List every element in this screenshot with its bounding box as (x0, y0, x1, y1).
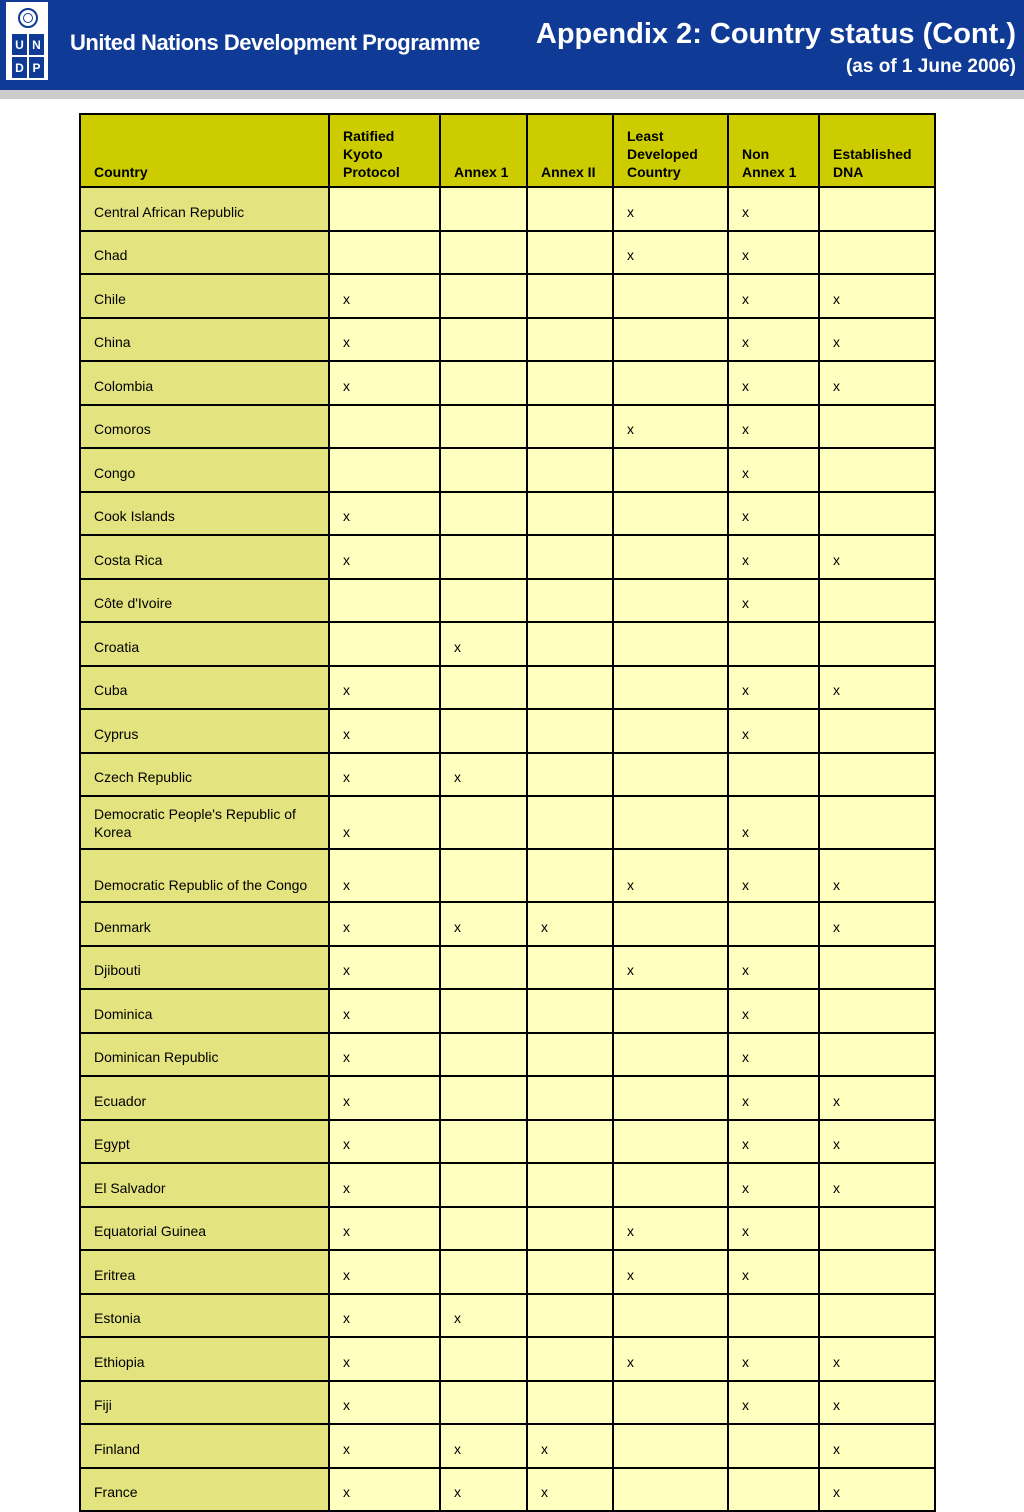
logo-letter: P (29, 57, 44, 78)
status-cell-non-annex-1: x (728, 579, 819, 623)
status-cell-non-annex-1: x (728, 849, 819, 902)
table-row (80, 902, 935, 946)
status-cell-annex-2 (527, 231, 613, 275)
country-name-cell: Congo (80, 448, 329, 492)
status-cell-ratified-kyoto-protocol: x (329, 1033, 440, 1077)
country-name-cell: Croatia (80, 622, 329, 666)
status-cell-established-dna (819, 796, 935, 849)
table-row (80, 274, 935, 318)
country-name-cell: Equatorial Guinea (80, 1207, 329, 1251)
status-cell-ratified-kyoto-protocol: x (329, 902, 440, 946)
table-row (80, 946, 935, 990)
country-name-cell: Democratic Republic of the Congo (80, 849, 329, 902)
country-name-cell: Djibouti (80, 946, 329, 990)
status-cell-annex-2 (527, 1120, 613, 1164)
status-cell-established-dna (819, 989, 935, 1033)
status-cell-non-annex-1 (728, 1468, 819, 1512)
status-cell-ratified-kyoto-protocol: x (329, 1381, 440, 1425)
status-cell-established-dna (819, 231, 935, 275)
status-cell-annex-2 (527, 361, 613, 405)
status-cell-annex-2 (527, 274, 613, 318)
status-cell-least-developed-country (613, 753, 728, 797)
column-header-least-developed-country: Least Developed Country (613, 114, 728, 187)
status-cell-ratified-kyoto-protocol (329, 448, 440, 492)
status-cell-ratified-kyoto-protocol: x (329, 274, 440, 318)
status-cell-annex-1 (440, 709, 527, 753)
table-row (80, 1163, 935, 1207)
status-cell-annex-2 (527, 492, 613, 536)
status-cell-established-dna (819, 1033, 935, 1077)
status-cell-non-annex-1: x (728, 1120, 819, 1164)
status-cell-least-developed-country (613, 1468, 728, 1512)
status-cell-annex-2 (527, 1033, 613, 1077)
status-cell-ratified-kyoto-protocol: x (329, 492, 440, 536)
organization-name: United Nations Development Programme (70, 30, 480, 55)
status-cell-least-developed-country (613, 535, 728, 579)
status-cell-annex-1: x (440, 1424, 527, 1468)
country-status-table (79, 113, 936, 1512)
status-cell-annex-1 (440, 1337, 527, 1381)
table-row (80, 849, 935, 902)
status-cell-least-developed-country (613, 318, 728, 362)
column-header-non-annex-1: Non Annex 1 (728, 114, 819, 187)
status-cell-least-developed-country (613, 448, 728, 492)
status-cell-annex-2 (527, 1381, 613, 1425)
country-name-cell: Dominica (80, 989, 329, 1033)
status-cell-annex-1 (440, 989, 527, 1033)
status-cell-ratified-kyoto-protocol: x (329, 1250, 440, 1294)
page-subtitle: (as of 1 June 2006) (845, 56, 1016, 77)
table-row (80, 448, 935, 492)
country-name-cell: Egypt (80, 1120, 329, 1164)
table-row (80, 666, 935, 710)
status-cell-established-dna (819, 709, 935, 753)
status-cell-annex-1 (440, 1163, 527, 1207)
country-name-cell: Fiji (80, 1381, 329, 1425)
country-name-cell: Finland (80, 1424, 329, 1468)
status-cell-ratified-kyoto-protocol (329, 405, 440, 449)
status-cell-ratified-kyoto-protocol: x (329, 1120, 440, 1164)
status-cell-annex-1: x (440, 902, 527, 946)
status-cell-least-developed-country: x (613, 849, 728, 902)
status-cell-non-annex-1: x (728, 1381, 819, 1425)
status-cell-established-dna: x (819, 1337, 935, 1381)
status-cell-least-developed-country (613, 579, 728, 623)
status-cell-annex-1 (440, 1250, 527, 1294)
table-row (80, 231, 935, 275)
status-cell-least-developed-country (613, 666, 728, 710)
status-cell-non-annex-1 (728, 902, 819, 946)
status-cell-annex-2 (527, 448, 613, 492)
status-cell-least-developed-country: x (613, 405, 728, 449)
status-cell-ratified-kyoto-protocol (329, 231, 440, 275)
status-cell-ratified-kyoto-protocol: x (329, 989, 440, 1033)
column-header-annex-2: Annex II (527, 114, 613, 187)
header-banner (0, 0, 1024, 90)
status-cell-established-dna (819, 405, 935, 449)
status-cell-annex-1 (440, 448, 527, 492)
status-cell-established-dna (819, 1207, 935, 1251)
status-cell-least-developed-country (613, 989, 728, 1033)
country-name-cell: Comoros (80, 405, 329, 449)
status-cell-least-developed-country (613, 1381, 728, 1425)
status-cell-established-dna (819, 622, 935, 666)
status-cell-annex-2 (527, 1076, 613, 1120)
status-cell-established-dna: x (819, 1424, 935, 1468)
status-cell-annex-1 (440, 535, 527, 579)
status-cell-annex-1 (440, 1076, 527, 1120)
country-name-cell: Chad (80, 231, 329, 275)
country-name-cell: Democratic People's Republic of Korea (80, 796, 329, 849)
logo-letter: N (29, 34, 44, 55)
status-cell-annex-1 (440, 405, 527, 449)
status-cell-established-dna: x (819, 1381, 935, 1425)
column-header-annex-1: Annex 1 (440, 114, 527, 187)
country-name-cell: Cook Islands (80, 492, 329, 536)
status-cell-annex-2 (527, 989, 613, 1033)
table-row (80, 1076, 935, 1120)
status-cell-established-dna (819, 946, 935, 990)
status-cell-least-developed-country: x (613, 231, 728, 275)
status-cell-ratified-kyoto-protocol: x (329, 1468, 440, 1512)
table-row (80, 361, 935, 405)
status-cell-ratified-kyoto-protocol: x (329, 1294, 440, 1338)
status-cell-established-dna: x (819, 666, 935, 710)
country-name-cell: Ethiopia (80, 1337, 329, 1381)
country-name-cell: Cuba (80, 666, 329, 710)
country-name-cell: Denmark (80, 902, 329, 946)
status-cell-non-annex-1: x (728, 448, 819, 492)
country-name-cell: Dominican Republic (80, 1033, 329, 1077)
table-row (80, 989, 935, 1033)
status-cell-established-dna (819, 753, 935, 797)
table-row (80, 1337, 935, 1381)
status-cell-annex-2 (527, 1250, 613, 1294)
status-cell-ratified-kyoto-protocol: x (329, 318, 440, 362)
status-cell-least-developed-country (613, 492, 728, 536)
status-cell-annex-1 (440, 849, 527, 902)
status-cell-least-developed-country (613, 1076, 728, 1120)
status-cell-annex-1: x (440, 622, 527, 666)
status-cell-established-dna: x (819, 274, 935, 318)
status-cell-annex-2 (527, 1207, 613, 1251)
status-cell-non-annex-1: x (728, 1076, 819, 1120)
status-cell-annex-1: x (440, 1468, 527, 1512)
status-cell-non-annex-1: x (728, 989, 819, 1033)
status-cell-annex-2 (527, 622, 613, 666)
page-title: Appendix 2: Country status (Cont.) (535, 18, 1016, 50)
logo-letter: D (12, 57, 27, 78)
status-cell-annex-1 (440, 1033, 527, 1077)
status-cell-least-developed-country: x (613, 946, 728, 990)
table-row (80, 796, 935, 849)
column-header-ratified-kyoto-protocol: Ratified Kyoto Protocol (329, 114, 440, 187)
country-name-cell: France (80, 1468, 329, 1512)
status-cell-ratified-kyoto-protocol: x (329, 709, 440, 753)
status-cell-annex-2 (527, 849, 613, 902)
status-cell-non-annex-1: x (728, 274, 819, 318)
status-cell-non-annex-1: x (728, 361, 819, 405)
column-header-country: Country (80, 114, 329, 187)
status-cell-annex-2 (527, 1294, 613, 1338)
status-cell-annex-2 (527, 1163, 613, 1207)
status-cell-non-annex-1: x (728, 1163, 819, 1207)
table-row (80, 709, 935, 753)
status-cell-least-developed-country (613, 1163, 728, 1207)
status-cell-ratified-kyoto-protocol (329, 622, 440, 666)
table-row (80, 1207, 935, 1251)
status-cell-non-annex-1: x (728, 492, 819, 536)
status-cell-annex-2: x (527, 1424, 613, 1468)
status-cell-established-dna: x (819, 1468, 935, 1512)
status-cell-non-annex-1 (728, 753, 819, 797)
status-cell-established-dna: x (819, 318, 935, 362)
status-cell-annex-1 (440, 187, 527, 231)
status-cell-established-dna (819, 1250, 935, 1294)
country-name-cell: China (80, 318, 329, 362)
country-name-cell: Eritrea (80, 1250, 329, 1294)
status-cell-annex-2 (527, 405, 613, 449)
logo-letter: U (12, 34, 27, 55)
status-cell-annex-2 (527, 753, 613, 797)
status-cell-ratified-kyoto-protocol: x (329, 753, 440, 797)
status-cell-established-dna (819, 492, 935, 536)
status-cell-least-developed-country (613, 1120, 728, 1164)
status-cell-annex-1 (440, 1381, 527, 1425)
status-cell-established-dna: x (819, 849, 935, 902)
status-cell-ratified-kyoto-protocol (329, 579, 440, 623)
table-row (80, 1381, 935, 1425)
status-cell-non-annex-1: x (728, 796, 819, 849)
table-row (80, 579, 935, 623)
status-cell-non-annex-1 (728, 622, 819, 666)
status-cell-ratified-kyoto-protocol: x (329, 1337, 440, 1381)
table-header-row (80, 114, 935, 187)
status-cell-non-annex-1: x (728, 1033, 819, 1077)
country-name-cell: Cyprus (80, 709, 329, 753)
status-cell-least-developed-country (613, 709, 728, 753)
status-cell-annex-1 (440, 274, 527, 318)
status-cell-ratified-kyoto-protocol: x (329, 535, 440, 579)
status-cell-ratified-kyoto-protocol: x (329, 1207, 440, 1251)
status-cell-annex-2 (527, 535, 613, 579)
status-cell-annex-1 (440, 318, 527, 362)
status-cell-non-annex-1 (728, 1424, 819, 1468)
status-cell-annex-1 (440, 796, 527, 849)
status-cell-annex-1 (440, 579, 527, 623)
status-cell-least-developed-country: x (613, 1337, 728, 1381)
status-cell-established-dna: x (819, 361, 935, 405)
country-name-cell: Côte d'Ivoire (80, 579, 329, 623)
status-cell-established-dna: x (819, 1163, 935, 1207)
status-cell-ratified-kyoto-protocol: x (329, 361, 440, 405)
status-cell-least-developed-country (613, 361, 728, 405)
status-cell-annex-2: x (527, 1468, 613, 1512)
status-cell-annex-2 (527, 187, 613, 231)
status-cell-annex-1: x (440, 1294, 527, 1338)
status-cell-least-developed-country (613, 902, 728, 946)
status-cell-annex-2: x (527, 902, 613, 946)
status-cell-non-annex-1: x (728, 231, 819, 275)
status-cell-annex-2 (527, 946, 613, 990)
status-cell-ratified-kyoto-protocol: x (329, 796, 440, 849)
status-cell-least-developed-country (613, 1294, 728, 1338)
country-name-cell: Colombia (80, 361, 329, 405)
status-cell-least-developed-country (613, 274, 728, 318)
status-cell-least-developed-country: x (613, 1207, 728, 1251)
table-row (80, 492, 935, 536)
status-cell-annex-1 (440, 361, 527, 405)
status-cell-ratified-kyoto-protocol: x (329, 1163, 440, 1207)
status-cell-ratified-kyoto-protocol: x (329, 666, 440, 710)
status-cell-non-annex-1: x (728, 318, 819, 362)
table-row (80, 318, 935, 362)
un-emblem-icon (18, 8, 38, 28)
status-cell-annex-2 (527, 579, 613, 623)
status-cell-least-developed-country: x (613, 187, 728, 231)
table-row (80, 1468, 935, 1512)
country-name-cell: Chile (80, 274, 329, 318)
status-cell-least-developed-country: x (613, 1250, 728, 1294)
status-cell-non-annex-1: x (728, 1207, 819, 1251)
status-cell-non-annex-1: x (728, 666, 819, 710)
table-row (80, 622, 935, 666)
table-row (80, 535, 935, 579)
status-cell-annex-1 (440, 492, 527, 536)
status-cell-established-dna: x (819, 1120, 935, 1164)
status-cell-annex-2 (527, 666, 613, 710)
status-cell-established-dna (819, 448, 935, 492)
status-cell-least-developed-country (613, 622, 728, 666)
status-cell-established-dna (819, 1294, 935, 1338)
table-row (80, 1250, 935, 1294)
country-name-cell: Czech Republic (80, 753, 329, 797)
table-row (80, 187, 935, 231)
status-cell-ratified-kyoto-protocol: x (329, 1076, 440, 1120)
status-cell-annex-1 (440, 666, 527, 710)
status-cell-least-developed-country (613, 1033, 728, 1077)
country-name-cell: Estonia (80, 1294, 329, 1338)
status-cell-non-annex-1: x (728, 709, 819, 753)
status-cell-annex-1 (440, 946, 527, 990)
table-row (80, 405, 935, 449)
country-name-cell: Ecuador (80, 1076, 329, 1120)
table-row (80, 753, 935, 797)
country-name-cell: Costa Rica (80, 535, 329, 579)
status-cell-ratified-kyoto-protocol: x (329, 1424, 440, 1468)
status-cell-annex-1 (440, 1120, 527, 1164)
status-cell-least-developed-country (613, 796, 728, 849)
status-cell-non-annex-1: x (728, 1250, 819, 1294)
status-cell-established-dna: x (819, 535, 935, 579)
banner-divider (0, 90, 1024, 99)
status-cell-non-annex-1: x (728, 1337, 819, 1381)
country-name-cell: Central African Republic (80, 187, 329, 231)
status-cell-annex-2 (527, 1337, 613, 1381)
table-row (80, 1424, 935, 1468)
table-row (80, 1033, 935, 1077)
country-name-cell: El Salvador (80, 1163, 329, 1207)
status-cell-annex-2 (527, 709, 613, 753)
undp-logo-letters (12, 34, 44, 78)
status-cell-established-dna (819, 187, 935, 231)
status-cell-annex-1: x (440, 753, 527, 797)
status-cell-ratified-kyoto-protocol: x (329, 849, 440, 902)
status-cell-annex-2 (527, 318, 613, 362)
status-cell-established-dna: x (819, 1076, 935, 1120)
status-cell-non-annex-1: x (728, 405, 819, 449)
table-body (80, 187, 935, 1511)
undp-logo (6, 2, 48, 80)
status-cell-non-annex-1: x (728, 535, 819, 579)
status-cell-non-annex-1: x (728, 946, 819, 990)
status-cell-annex-2 (527, 796, 613, 849)
status-cell-annex-1 (440, 1207, 527, 1251)
status-cell-annex-1 (440, 231, 527, 275)
status-cell-non-annex-1: x (728, 187, 819, 231)
status-cell-non-annex-1 (728, 1294, 819, 1338)
column-header-established-dna: Established DNA (819, 114, 935, 187)
status-cell-established-dna (819, 579, 935, 623)
status-cell-ratified-kyoto-protocol (329, 187, 440, 231)
status-cell-ratified-kyoto-protocol: x (329, 946, 440, 990)
table-row (80, 1120, 935, 1164)
status-cell-least-developed-country (613, 1424, 728, 1468)
status-cell-established-dna: x (819, 902, 935, 946)
table-row (80, 1294, 935, 1338)
